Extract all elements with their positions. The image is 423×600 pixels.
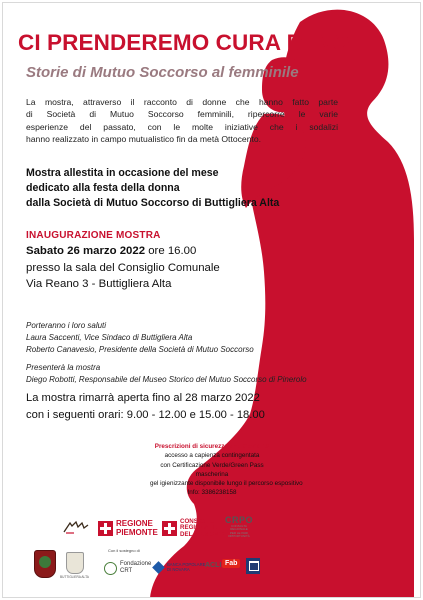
bpn-logo-line: DI NOVARA: [167, 567, 190, 572]
bpn-diamond-icon: [152, 561, 165, 574]
closing-line: La mostra rimarrà aperta fino al 28 marzo 2022: [26, 392, 260, 404]
presenter-intro: Presenterà la mostra: [26, 363, 101, 373]
venue-line: presso la sala del Consiglio Comunale: [26, 261, 220, 274]
museum-logo-icon: [246, 558, 260, 574]
intro-line: esperienze del passato, con le molte iniziative che i sodalizi: [26, 121, 338, 132]
municipal-crest-icon: [66, 552, 84, 574]
consiglio-regionale-logo: [162, 519, 226, 538]
poster-subtitle: Storie di Mutuo Soccorso al femminile: [26, 64, 299, 81]
banca-popolare-novara-logo: [154, 562, 205, 572]
fondazione-logo-line: CRT: [120, 568, 133, 574]
covid-line: gel igienizzante disponibile lungo il percorso espositivo: [150, 480, 303, 488]
fondazione-crt-logo: [104, 561, 151, 575]
greeting-person: Laura Saccenti, Vice Sindaco di Buttigliera Alta: [26, 332, 193, 342]
acli-logo: ACLI: [205, 562, 222, 569]
crpo-logo-sub: PER LE PARI OPPORTUNITÀ: [228, 530, 250, 539]
consiglio-logo-line: REGIONALE: [180, 524, 217, 532]
inauguration-label: INAUGURAZIONE MOSTRA: [26, 230, 161, 241]
covid-line: con Certificazione Verde/Green Pass: [160, 461, 264, 469]
fab-logo: Fab: [222, 559, 240, 568]
fondazione-crt-icon: [104, 562, 117, 575]
closing-line: con i seguenti orari: 9.00 - 12.00 e 15.00 - 18.00: [26, 409, 265, 421]
crpo-logo: [224, 515, 254, 539]
intro-line: La mostra, attraverso il racconto di donne che hanno fatto parte: [26, 97, 338, 107]
crpo-logo-mark: CRPO: [224, 515, 253, 525]
credits-spacer: [26, 355, 307, 362]
fondazione-logo-line: Fondazione: [120, 561, 152, 567]
regione-logo-line: PIEMONTE: [116, 527, 158, 537]
occasion-text: [26, 166, 279, 211]
support-label: Con il sostegno di: [108, 548, 140, 553]
occasion-line: Mostra allestita in occasione del mese: [26, 167, 219, 179]
closing-hours: [26, 390, 265, 424]
presenter-person: Diego Robotti, Responsabile del Museo Storico del Mutuo Soccorso di Pinerolo: [26, 375, 307, 385]
poster-frame: [2, 2, 421, 598]
covid-line: Info: 3386238158: [187, 489, 237, 497]
intro-line: di Società di Mutuo Soccorso femminili, ripercorre le varie: [26, 109, 338, 120]
society-crest-icon: [34, 550, 56, 578]
crpo-logo-sub: CONSULTA REGIONALE: [230, 524, 248, 532]
consiglio-logo-line: CONSIGLIO: [180, 518, 215, 525]
piedmont-cross-icon: [162, 521, 177, 536]
poster-title: CI PRENDEREMO CURA DI NOI: [18, 30, 356, 55]
regione-logo-line: REGIONE: [116, 519, 153, 528]
covid-notice: [150, 442, 303, 498]
covid-heading: Prescrizioni di sicurezza anti Covid-19: [154, 443, 270, 450]
regione-piemonte-logo: [98, 520, 158, 537]
covid-line: mascherina: [195, 470, 229, 478]
inauguration-details: [26, 243, 220, 293]
hands-logo-icon: [62, 520, 90, 534]
inauguration-datetime: [26, 243, 220, 260]
greetings-intro: Porteranno i loro saluti: [26, 321, 107, 330]
intro-line: hanno realizzato in campo mutualistico fin da metà Ottocento.: [26, 134, 262, 145]
municipal-crest-label: BUTTIGLIERA ALTA: [60, 575, 89, 579]
occasion-line: dedicato alla festa della donna: [26, 182, 180, 194]
piedmont-cross-icon: [98, 521, 113, 536]
venue-line: Via Reano 3 - Buttigliera Alta: [26, 278, 172, 291]
covid-line: accesso a capienza contingentata: [164, 452, 260, 460]
greeting-person: Roberto Canavesio, Presidente della Società di Mutuo Soccorso: [26, 344, 254, 354]
bpn-logo-line: BANCA POPOLARE: [167, 562, 206, 567]
occasion-line: dalla Società di Mutuo Soccorso di Buttigliera Alta: [26, 197, 280, 209]
intro-paragraph: [26, 96, 338, 146]
consiglio-logo-line: DEL PIEMONTE: [180, 530, 227, 538]
inauguration-time: ore 16.00: [145, 245, 197, 257]
inauguration-date: Sabato 26 marzo 2022: [26, 245, 146, 257]
credits-block: [26, 320, 307, 386]
